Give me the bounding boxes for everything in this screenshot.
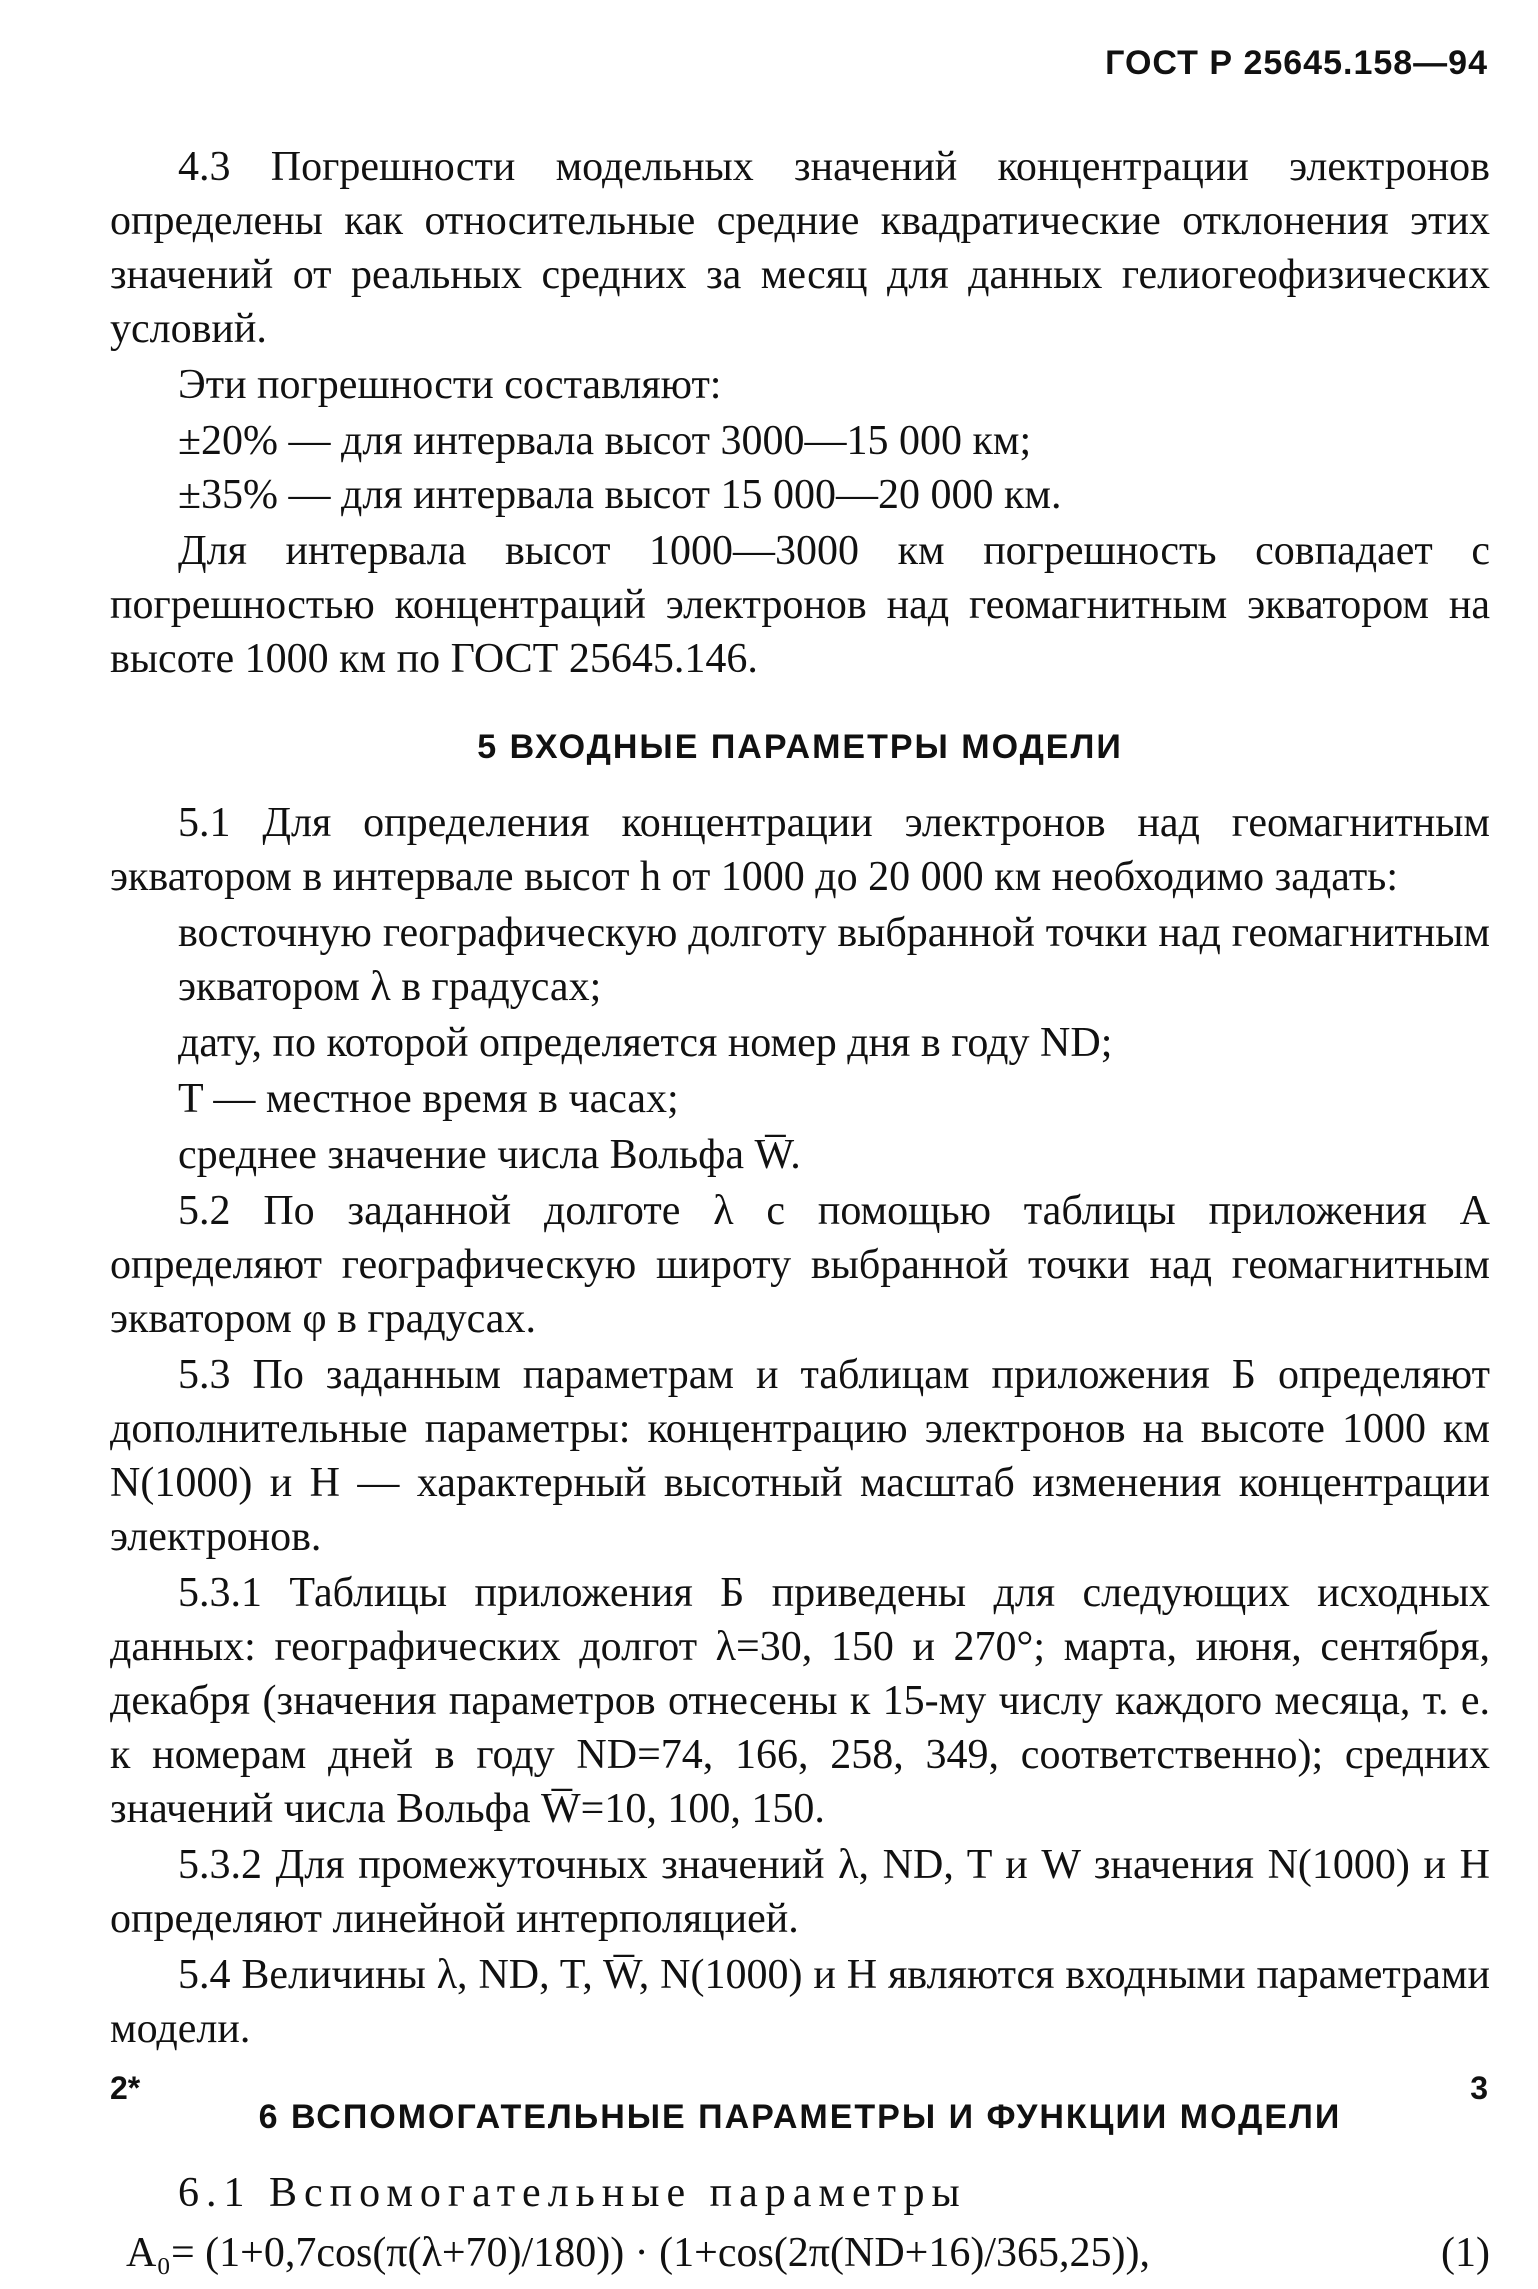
errors-intro: Эти погрешности составляют: [178,362,722,408]
section-6-heading: 6 ВСПОМОГАТЕЛЬНЫЕ ПАРАМЕТРЫ И ФУНКЦИИ МОДЕЛИ [258,2098,1342,2136]
page-body [110,140,1490,2280]
formula-1 [110,2226,1490,2280]
signature-mark: 2* [110,2070,141,2106]
error-range-1: ±20% — для интервала высот 3000—15 000 км; [178,418,1032,464]
paragraph-5-4: 5.4 Величины λ, ND, T, W̅, N(1000) и H являются входными параметрами модели. [110,1952,1490,2052]
paragraph-4-3: 4.3 Погрешности модельных значений концентрации электронов определены как относительные средние квадратические отклонения этих значений от реальных средних за месяц для данных гелиогеофизических условий. [110,144,1490,352]
input-item-time: T — местное время в часах; [178,1076,679,1122]
paragraph-5-3-2: 5.3.2 Для промежуточных значений λ, ND, T и W значения N(1000) и H определяют линейной интерполяцией. [110,1842,1490,1942]
formula-1-expression: A₀= (1+0,7cos(π(λ+70)/180)) · (1+cos(2π(ND+16)/365,25)), [126,2230,1150,2276]
paragraph-6-1: 6.1 Вспомогательные параметры [178,2170,967,2216]
input-item-longitude: восточную географическую долготу выбранной точки над геомагнитным экватором λ в градусах; [178,910,1490,1010]
input-item-date: дату, по которой определяется номер дня в году ND; [178,1020,1113,1066]
input-item-wolf-number: среднее значение числа Вольфа W̅. [178,1132,801,1178]
error-range-2: ±35% — для интервала высот 15 000—20 000 км. [178,472,1062,518]
paragraph-5-2: 5.2 По заданной долготе λ с помощью таблицы приложения А определяют географическую широту выбранной точки над геомагнитным экватором φ в градусах. [110,1188,1490,1342]
paragraph-5-1: 5.1 Для определения концентрации электронов над геомагнитным экватором в интервале высот h от 1000 до 20 000 км необходимо задать: [110,800,1490,900]
paragraph-low-altitude: Для интервала высот 1000—3000 км погрешность совпадает с погрешностью концентраций электронов над геомагнитным экватором на высоте 1000 км по ГОСТ 25645.146. [110,528,1490,682]
paragraph-5-3-1: 5.3.1 Таблицы приложения Б приведены для следующих исходных данных: географических долгот λ=30, 150 и 270°; марта, июня, сентября, декабря (значения параметров отнесены к 15-му числу каждого месяца, т. е. к номерам дней в году ND=74, 166, 258, 349, соответственно); средних значений числа Вольфа W̅=10, 100, 150. [110,1570,1490,1832]
page-number: 3 [1470,2070,1488,2106]
paragraph-5-3: 5.3 По заданным параметрам и таблицам приложения Б определяют дополнительные параметры: концентрацию электронов на высоте 1000 км N(1000) и H — характерный высотный масштаб изменения концентрации электронов. [110,1352,1490,1560]
document-code-header: ГОСТ Р 25645.158—94 [1105,44,1488,82]
page-footer [110,2070,1488,2107]
section-5-heading: 5 ВХОДНЫЕ ПАРАМЕТРЫ МОДЕЛИ [477,728,1123,766]
formula-1-number: (1) [1441,2230,1490,2276]
